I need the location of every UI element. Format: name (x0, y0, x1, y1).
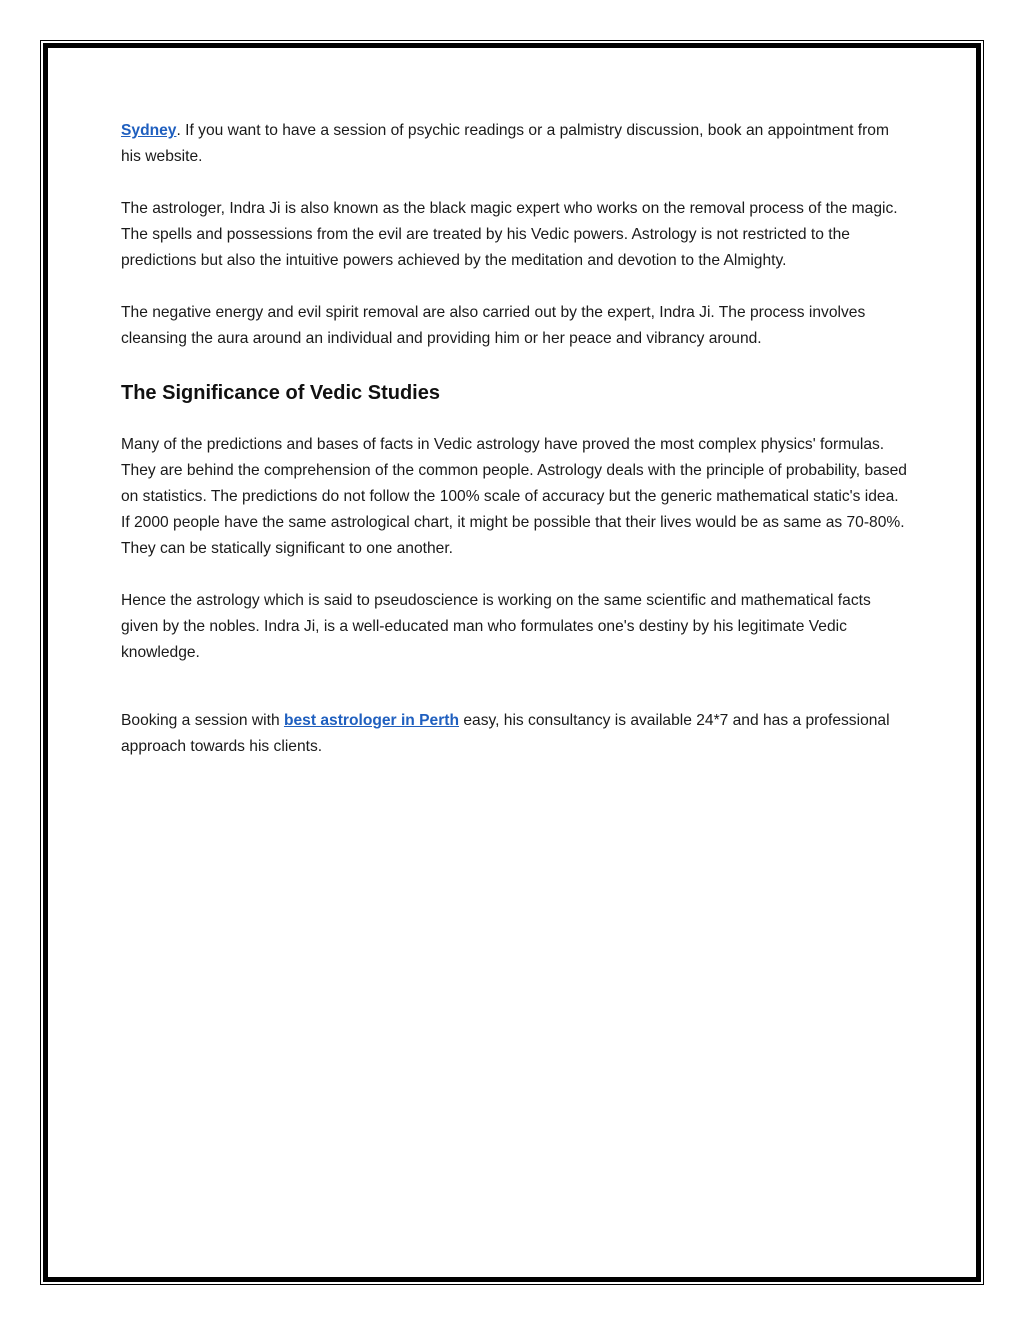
section-heading: The Significance of Vedic Studies (121, 382, 440, 404)
paragraph-negative-energy: The negative energy and evil spirit removal are also carried out by the expert, Indra Ji. The process involves cleansing the aura around an individual and providing him or her peace and vibrancy around. (121, 304, 866, 347)
paragraph-predictions: Many of the predictions and bases of facts in Vedic astrology have proved the most complex physics' formulas. They are behind the comprehension of the common people. Astrology deals with the principle of probability, based on statistics. The predictions do not follow the 100% scale of accuracy but the generic mathematical static's idea. If 2000 people have the same astrological chart, it might be possible that their lives would be as same as 70-80%. They can be statically significant to one another. (121, 436, 907, 557)
best-astrologer-perth-link[interactable]: best astrologer in Perth (283, 712, 460, 729)
document-body (121, 118, 911, 786)
paragraph-black-magic: The astrologer, Indra Ji is also known as the black magic expert who works on the removal process of the magic. The spells and possessions from the evil are treated by his Vedic powers. Astrology is not restricted to the predictions but also the intuitive powers achieved by the meditation and devotion to the Almighty. (121, 200, 898, 269)
spacer (121, 692, 911, 708)
paragraph-pseudoscience: Hence the astrology which is said to pseudoscience is working on the same scientific and mathematical facts given by the nobles. Indra Ji, is a well-educated man who formulates one's destiny by his legitimate Vedic knowledge. (121, 592, 871, 661)
paragraph-text: Booking a session with (121, 712, 284, 729)
sydney-link[interactable]: Sydney (121, 122, 177, 139)
paragraph-booking (121, 708, 911, 760)
paragraph-text: . If you want to have a session of psychic readings or a palmistry discussion, book an appointment from his website. (121, 122, 889, 165)
paragraph-text: easy, his consultancy is available 24*7 and has a professional approach towards his clients. (121, 712, 890, 755)
paragraph-sydney (121, 118, 911, 170)
